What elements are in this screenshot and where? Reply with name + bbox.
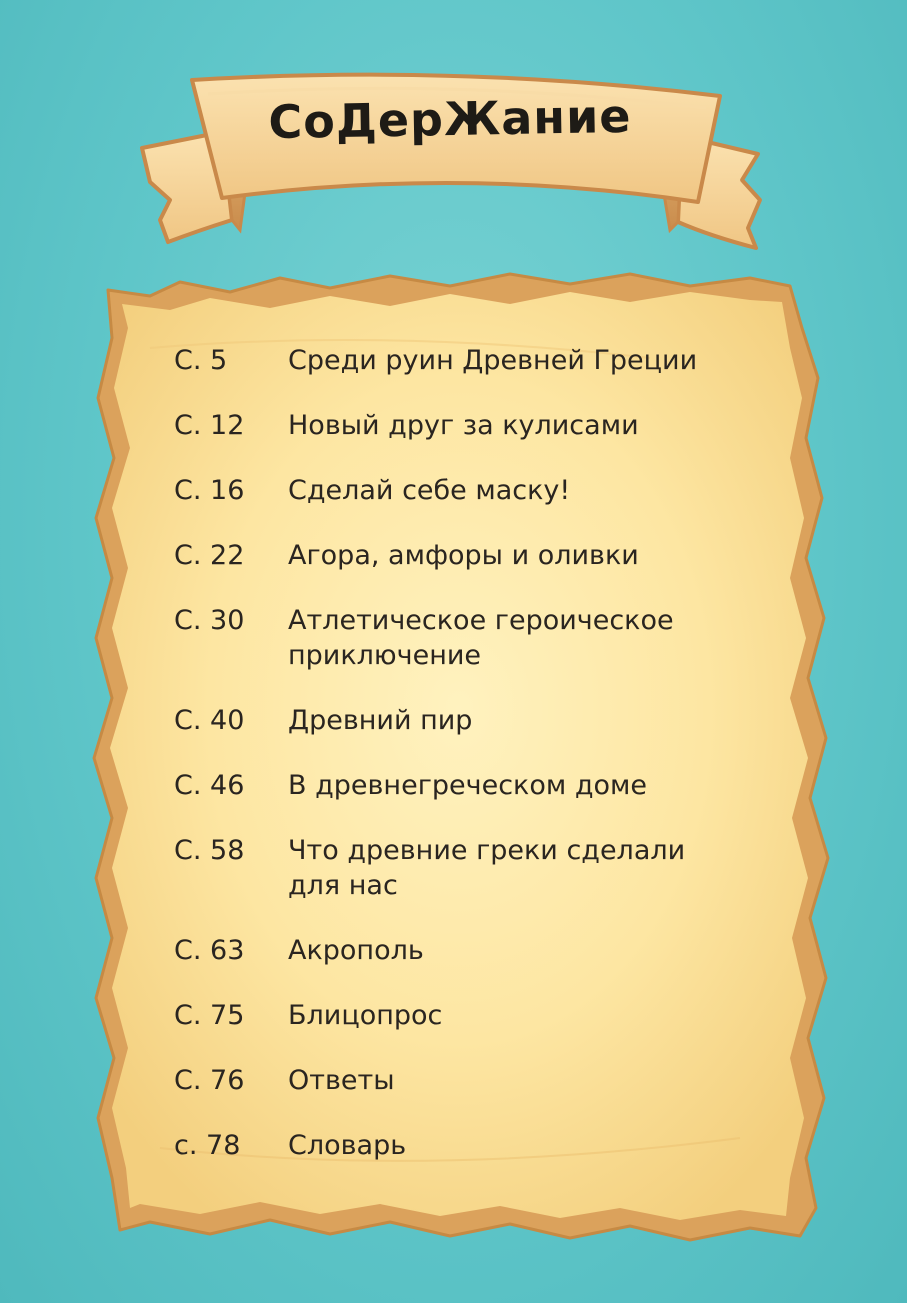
toc-chapter-title: Ответы	[288, 1065, 395, 1096]
toc-page-number: С. 30	[174, 605, 245, 636]
toc-page-number: С. 46	[174, 770, 245, 801]
toc-page-number: С. 22	[174, 540, 245, 571]
toc-page-number: С. 75	[174, 1000, 245, 1031]
toc-page-number: С. 12	[174, 410, 245, 441]
toc-page-number: С. 40	[174, 705, 245, 736]
toc-page-number: с. 78	[174, 1130, 241, 1161]
toc-chapter-title: Древний пир	[288, 705, 473, 736]
toc-chapter-title: Агора, амфоры и оливки	[288, 540, 639, 571]
toc-page-number: С. 76	[174, 1065, 245, 1096]
toc-chapter-title: Блицопрос	[288, 1000, 443, 1031]
toc-chapter-title: Сделай себе маску!	[288, 475, 571, 506]
toc-chapter-title: Акрополь	[288, 935, 424, 966]
toc-page-number: С. 63	[174, 935, 245, 966]
toc-page-number: С. 16	[174, 475, 245, 506]
toc-chapter-title: Словарь	[288, 1130, 407, 1161]
toc-chapter-title: Что древние греки сделали для нас	[288, 835, 686, 901]
toc-chapter-title: Атлетическое героическое приключение	[288, 605, 674, 671]
toc-page-number: С. 5	[174, 345, 228, 376]
toc-chapter-title: В древнегреческом доме	[288, 770, 647, 801]
page-title: СоДерЖание	[268, 88, 632, 150]
toc-page-number: С. 58	[174, 835, 245, 866]
toc-chapter-title: Среди руин Древней Греции	[288, 345, 698, 376]
toc-chapter-title: Новый друг за кулисами	[288, 410, 639, 441]
